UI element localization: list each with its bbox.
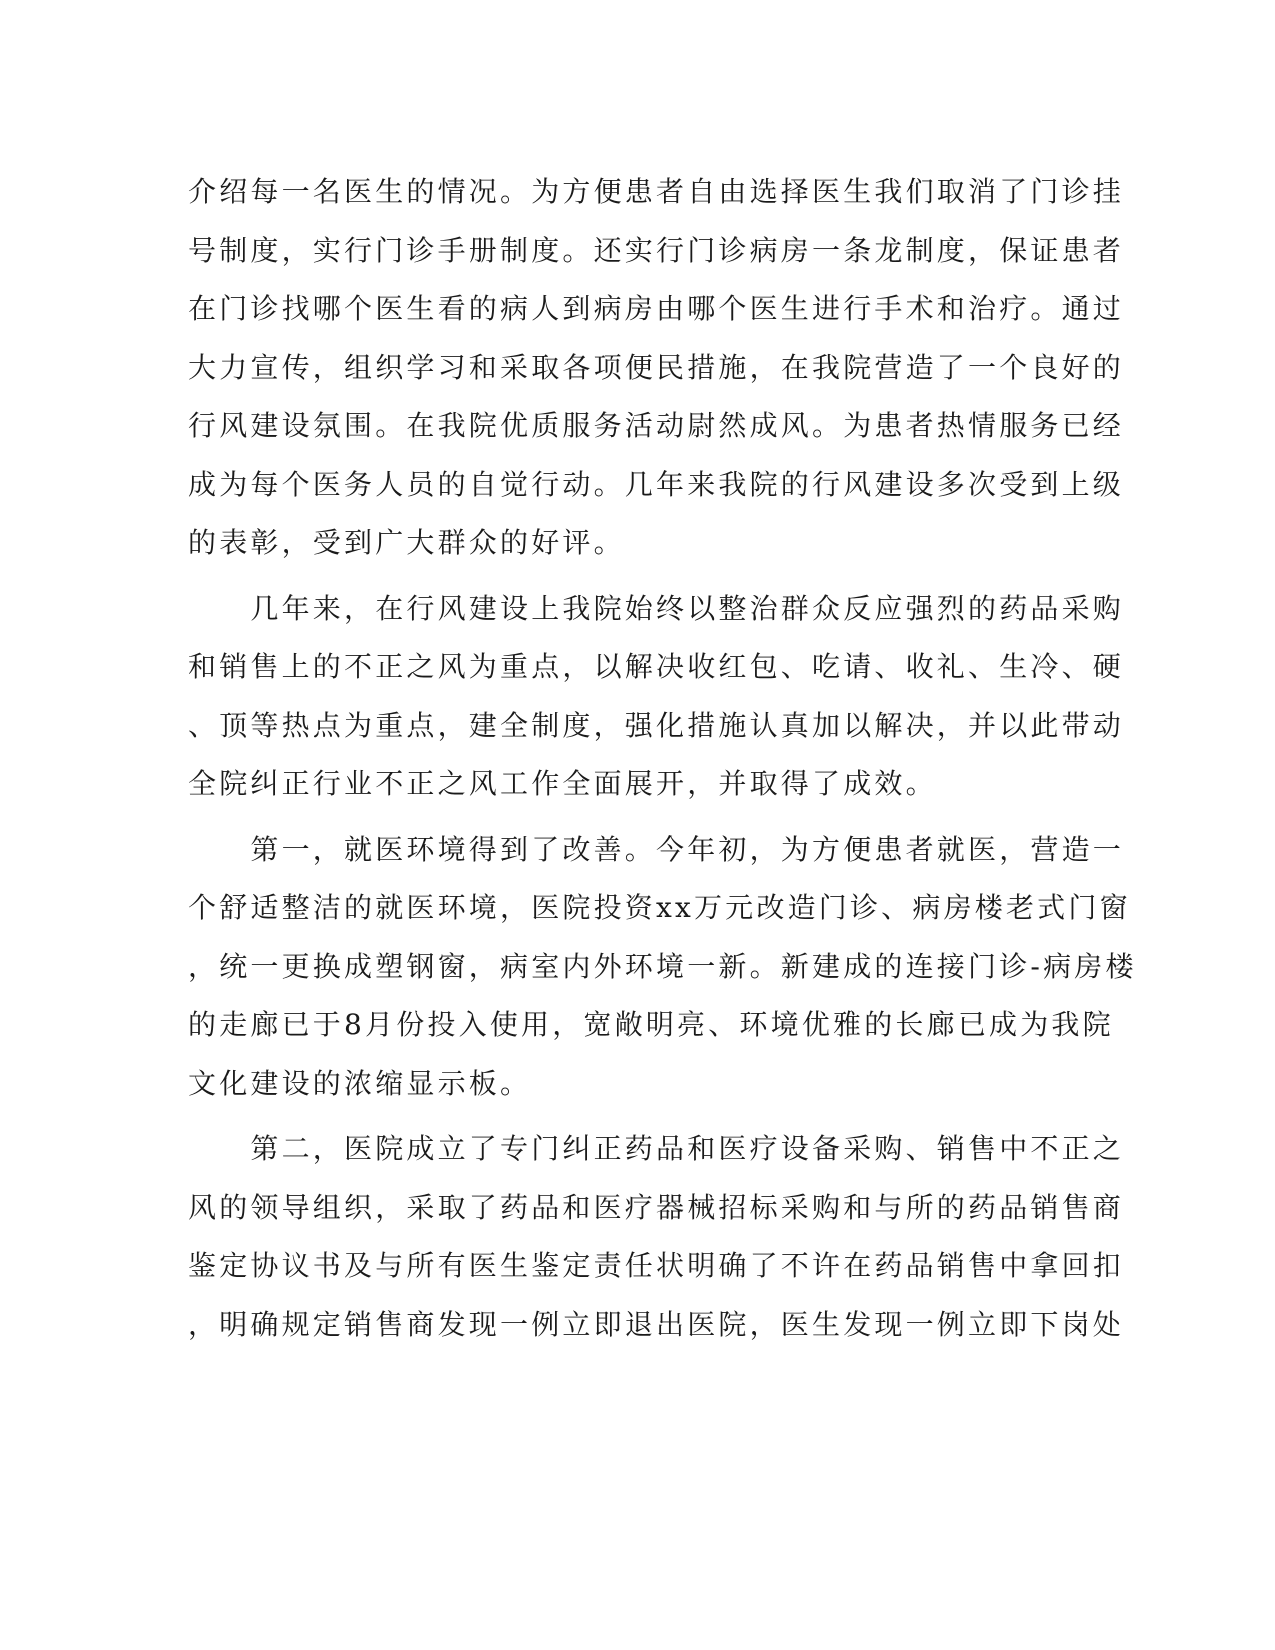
text-line: 第一，就医环境得到了改善。今年初，为方便患者就医，营造一 bbox=[188, 832, 1125, 866]
text-line: 风的领导组织，采取了药品和医疗器械招标采购和与所的药品销售商 bbox=[188, 1190, 1125, 1224]
text-line: 文化建设的浓缩显示板。 bbox=[188, 1066, 532, 1100]
paragraph-gap bbox=[188, 573, 1068, 580]
text-line: 几年来，在行风建设上我院始终以整治群众反应强烈的药品采购 bbox=[188, 591, 1125, 625]
paragraph-gap bbox=[188, 1113, 1068, 1120]
text-line: 的走廊已于8月份投入使用，宽敞明亮、环境优雅的长廊已成为我院 bbox=[188, 1008, 1114, 1041]
text-line: 大力宣传，组织学习和采取各项便民措施，在我院营造了一个良好的 bbox=[188, 350, 1125, 384]
text-line: 、顶等热点为重点，建全制度，强化措施认真加以解决，并以此带动 bbox=[188, 708, 1125, 742]
text-line: 全院纠正行业不正之风工作全面展开，并取得了成效。 bbox=[188, 767, 937, 800]
text-line: 介绍每一名医生的情况。为方便患者自由选择医生我们取消了门诊挂 bbox=[188, 175, 1125, 208]
text-line: 的表彰，受到广大群众的好评。 bbox=[188, 526, 625, 559]
text-line: 在门诊找哪个医生看的病人到病房由哪个医生进行手术和治疗。通过 bbox=[188, 292, 1125, 325]
text-line: 成为每个医务人员的自觉行动。几年来我院的行风建设多次受到上级 bbox=[188, 467, 1125, 501]
text-line: ，统一更换成塑钢窗，病室内外环境一新。新建成的连接门诊-病房楼 bbox=[188, 949, 1137, 983]
text-line: 第二，医院成立了专门纠正药品和医疗设备采购、销售中不正之 bbox=[188, 1132, 1125, 1165]
text-line: 个舒适整洁的就医环境，医院投资xx万元改造门诊、病房楼老式门窗 bbox=[188, 891, 1131, 924]
text-line: 号制度，实行门诊手册制度。还实行门诊病房一条龙制度，保证患者 bbox=[188, 233, 1125, 267]
text-line: ，明确规定销售商发现一例立即退出医院，医生发现一例立即下岗处 bbox=[188, 1307, 1125, 1341]
document-body bbox=[188, 163, 1137, 1354]
text-line: 鉴定协议书及与所有医生鉴定责任状明确了不许在药品销售中拿回扣 bbox=[188, 1249, 1125, 1282]
text-line: 行风建设氛围。在我院优质服务活动尉然成风。为患者热情服务已经 bbox=[188, 409, 1125, 442]
paragraph-gap bbox=[188, 814, 1068, 821]
text-line: 和销售上的不正之风为重点，以解决收红包、吃请、收礼、生冷、硬 bbox=[188, 650, 1125, 683]
